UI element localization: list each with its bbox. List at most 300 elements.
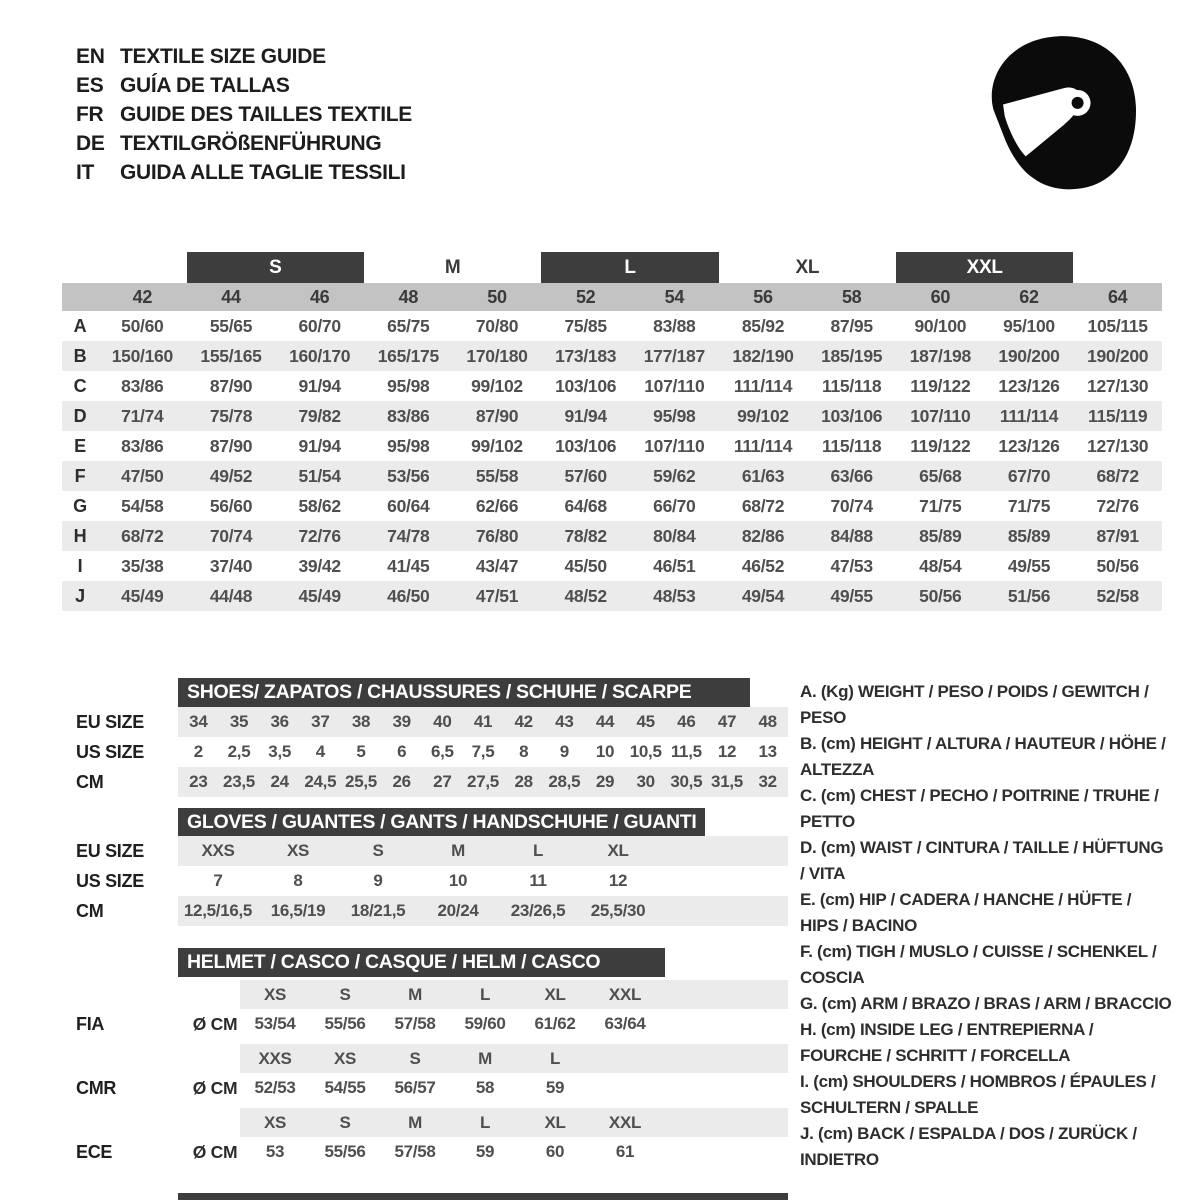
measure-cell: 51/56 xyxy=(1007,585,1051,606)
helmet-value-cell: 59/60 xyxy=(464,1014,506,1033)
language-label: TEXTILGRÖßENFÜHRUNG xyxy=(120,132,382,155)
shoes-us-cell: 10,5 xyxy=(629,742,662,761)
measure-cell: 155/165 xyxy=(200,345,262,366)
gloves-eu-cell: XL xyxy=(607,841,629,860)
gloves-eu-cell: XXS xyxy=(201,841,235,860)
measure-row-d xyxy=(62,401,1162,431)
measure-cell: 115/118 xyxy=(822,435,882,456)
measure-cell: 72/76 xyxy=(1096,495,1139,516)
shoes-cm-cell: 30 xyxy=(636,772,655,791)
shoes-cm-cell: 25,5 xyxy=(345,772,377,791)
measure-cell: 50/56 xyxy=(1096,555,1139,576)
measure-cell: 56/60 xyxy=(209,495,253,516)
helmet-fia-size-row xyxy=(240,980,788,1009)
size-cell: 52 xyxy=(575,286,596,307)
helmet-size-cell: L xyxy=(479,984,491,1004)
shoes-eu-cell: 48 xyxy=(758,712,777,731)
measure-cell: 83/88 xyxy=(653,315,696,336)
helmet-value-cell: 57/58 xyxy=(394,1014,436,1033)
helmet-value-cell: 61 xyxy=(615,1142,635,1161)
helmet-size-cell: M xyxy=(408,1112,422,1132)
shoes-eu-cell: 40 xyxy=(433,712,452,731)
textile-size-table xyxy=(62,252,1162,611)
measure-cell: 49/55 xyxy=(830,585,873,606)
measure-cell: 99/102 xyxy=(471,435,523,456)
measure-cell: 75/78 xyxy=(209,405,253,426)
language-label: GUIDA ALLE TAGLIE TESSILI xyxy=(120,161,406,184)
legend-line: C. (cm) CHEST / PECHO / POITRINE / TRUHE / PETTO xyxy=(800,786,1159,831)
helmet-value-cell: 60 xyxy=(545,1142,565,1161)
shoes-us-cell: 9 xyxy=(559,742,569,761)
measure-cell: 37/40 xyxy=(209,555,253,576)
measure-cell: 62/66 xyxy=(475,495,519,516)
language-label: GUÍA DE TALLAS xyxy=(120,74,290,97)
language-code: DE xyxy=(76,132,105,155)
helmet-value-cell: 59 xyxy=(545,1078,565,1097)
size-cell: 56 xyxy=(753,286,773,307)
shoes-eu-cell: 35 xyxy=(229,712,249,731)
row-letter: J xyxy=(75,585,85,606)
measure-cell: 68/72 xyxy=(1096,465,1139,486)
shoes-cm-cell: 28 xyxy=(514,772,533,791)
size-cell: 54 xyxy=(664,286,685,307)
shoes-section-bar xyxy=(178,678,750,707)
helmet-size-cell: S xyxy=(339,984,351,1004)
measure-cell: 107/110 xyxy=(644,435,705,456)
measure-cell: 91/94 xyxy=(298,375,341,396)
measure-cell: 51/54 xyxy=(298,465,341,486)
measure-cell: 90/100 xyxy=(914,315,967,336)
shoes-cm-cell: 27 xyxy=(433,772,452,791)
gloves-cm-cell: 16,5/19 xyxy=(270,901,326,920)
legend-line: A. (Kg) WEIGHT / PESO / POIDS / GEWITCH / PESO xyxy=(800,682,1149,727)
shoes-cm-cell: 23 xyxy=(189,772,208,791)
measure-cell: 190/200 xyxy=(998,345,1060,366)
measure-row-e xyxy=(62,431,1162,461)
shoes-eu-cell: 36 xyxy=(270,712,289,731)
measure-cell: 63/66 xyxy=(830,465,873,486)
measure-cell: 70/74 xyxy=(209,525,253,546)
shoes-eu-cell: 39 xyxy=(392,712,411,731)
measure-cell: 45/49 xyxy=(298,585,341,606)
language-title-list xyxy=(76,42,412,187)
gloves-eu-row xyxy=(178,836,788,866)
shoes-cm-cell: 23,5 xyxy=(223,772,255,791)
gloves-eu-cell: M xyxy=(451,841,465,860)
helmet-ece-value-row xyxy=(240,1137,788,1167)
measure-cell: 48/52 xyxy=(564,585,607,606)
measure-row-f xyxy=(62,461,1162,491)
measure-cell: 45/49 xyxy=(121,585,164,606)
measure-cell: 47/50 xyxy=(121,465,164,486)
measure-cell: 78/82 xyxy=(564,525,607,546)
standard-label-fia: FIA xyxy=(76,1014,105,1034)
measure-row-a xyxy=(62,311,1162,341)
legend-line: E. (cm) HIP / CADERA / HANCHE / HÜFTE / HIPS / BACINO xyxy=(800,890,1132,935)
measure-cell: 70/80 xyxy=(475,315,519,336)
fia-diameter-unit: Ø CM xyxy=(192,1014,238,1034)
measure-cell: 68/72 xyxy=(741,495,785,516)
helmet-value-cell: 53/54 xyxy=(254,1014,296,1033)
measure-cell: 71/75 xyxy=(919,495,962,516)
measure-cell: 85/92 xyxy=(741,315,785,336)
shoes-us-cell: 6 xyxy=(397,742,407,761)
helmet-size-cell: XS xyxy=(333,1048,357,1068)
cutoff-section-bar xyxy=(178,1193,788,1200)
shoes-label-eu-size: EU SIZE xyxy=(76,712,144,732)
measure-cell: 49/52 xyxy=(209,465,253,486)
size-band-m: M xyxy=(444,256,461,278)
helmet-value-cell: 63/64 xyxy=(604,1014,646,1033)
measure-cell: 99/102 xyxy=(471,375,523,396)
shoes-cm-cell: 24,5 xyxy=(304,772,337,791)
measure-cell: 99/102 xyxy=(737,405,789,426)
helmet-value-cell: 56/57 xyxy=(394,1078,436,1097)
legend-line: J. (cm) BACK / ESPALDA / DOS / ZURÜCK / INDIETRO xyxy=(800,1124,1137,1169)
measure-cell: 177/187 xyxy=(643,345,705,366)
measure-cell: 60/70 xyxy=(298,315,341,336)
row-letter: H xyxy=(73,525,87,546)
shoes-eu-cell: 43 xyxy=(555,712,574,731)
size-cell: 42 xyxy=(132,286,153,307)
measure-cell: 87/90 xyxy=(475,405,519,426)
size-band-xxl: XXL xyxy=(896,252,1073,283)
shoes-label-cm: CM xyxy=(76,772,104,792)
shoes-us-cell: 8 xyxy=(519,742,529,761)
gloves-cm-cell: 25,5/30 xyxy=(590,901,646,920)
gloves-eu-cell: XS xyxy=(286,841,310,860)
size-cell: 64 xyxy=(1107,286,1128,307)
row-letter: D xyxy=(73,405,87,426)
measure-cell: 87/95 xyxy=(830,315,873,336)
measure-cell: 46/50 xyxy=(387,585,430,606)
gloves-us-cell: 10 xyxy=(448,871,468,890)
helmet-size-cell: M xyxy=(478,1048,492,1068)
shoes-eu-cell: 46 xyxy=(677,712,696,731)
language-row xyxy=(76,158,412,187)
shoes-cm-cell: 24 xyxy=(270,772,289,791)
measure-cell: 95/98 xyxy=(387,375,430,396)
helmet-ece-size-row xyxy=(240,1108,788,1137)
size-cell: 44 xyxy=(221,286,241,307)
shoes-label-us-size: US SIZE xyxy=(76,742,144,762)
row-letter: A xyxy=(73,315,87,336)
measure-cell: 150/160 xyxy=(111,345,173,366)
helmet-value-cell: 59 xyxy=(475,1142,495,1161)
shoes-eu-cell: 45 xyxy=(636,712,655,731)
measure-cell: 54/58 xyxy=(121,495,164,516)
measure-cell: 95/100 xyxy=(1003,315,1055,336)
measure-cell: 82/86 xyxy=(741,525,785,546)
language-row xyxy=(76,100,412,129)
measure-cell: 61/63 xyxy=(741,465,785,486)
cmr-diameter-unit: Ø CM xyxy=(192,1078,238,1098)
measure-cell: 111/114 xyxy=(733,435,793,456)
measure-cell: 83/86 xyxy=(121,375,164,396)
shoes-us-cell: 4 xyxy=(315,742,325,761)
measure-cell: 65/75 xyxy=(387,315,430,336)
shoes-us-cell: 13 xyxy=(758,742,777,761)
gloves-us-cell: 11 xyxy=(529,871,547,890)
measure-row-c xyxy=(62,371,1162,401)
measure-cell: 173/183 xyxy=(555,345,617,366)
size-band-l: L xyxy=(541,252,718,283)
language-label: GUIDE DES TAILLES TEXTILE xyxy=(120,103,412,126)
size-cell: 58 xyxy=(841,286,862,307)
measure-cell: 52/58 xyxy=(1096,585,1139,606)
gloves-cm-cell: 18/21,5 xyxy=(350,901,406,920)
row-letter: E xyxy=(74,435,86,456)
measure-cell: 43/47 xyxy=(475,555,519,576)
measure-cell: 46/51 xyxy=(653,555,696,576)
shoes-us-cell: 2 xyxy=(193,742,203,761)
shoes-cm-cell: 29 xyxy=(595,772,615,791)
shoes-eu-cell: 37 xyxy=(311,712,330,731)
size-band-s: S xyxy=(187,252,364,283)
measure-cell: 45/50 xyxy=(564,555,607,576)
shoes-us-cell: 2,5 xyxy=(227,742,251,761)
shoes-eu-cell: 42 xyxy=(514,712,533,731)
measure-cell: 187/198 xyxy=(909,345,971,366)
size-band-header xyxy=(62,252,1162,283)
measure-cell: 95/98 xyxy=(653,405,696,426)
gloves-eu-cell: S xyxy=(372,841,384,860)
language-code: EN xyxy=(76,45,105,68)
shoes-us-cell: 10 xyxy=(595,742,615,761)
shoes-us-cell: 6,5 xyxy=(430,742,454,761)
measure-cell: 39/42 xyxy=(298,555,341,576)
language-row xyxy=(76,129,412,158)
measure-cell: 111/114 xyxy=(733,375,793,396)
measure-cell: 91/94 xyxy=(298,435,341,456)
measure-cell: 83/86 xyxy=(387,405,430,426)
measure-cell: 72/76 xyxy=(298,525,341,546)
gloves-label-cm: CM xyxy=(76,901,104,921)
size-cell: 62 xyxy=(1019,286,1039,307)
measure-cell: 103/106 xyxy=(821,405,883,426)
measure-cell: 53/56 xyxy=(387,465,430,486)
racing-helmet-icon xyxy=(982,26,1144,196)
helmet-value-cell: 53 xyxy=(265,1142,285,1161)
measure-cell: 123/126 xyxy=(998,375,1060,396)
measure-cell: 123/126 xyxy=(998,435,1060,456)
shoes-cm-row xyxy=(178,767,788,797)
measure-row-g xyxy=(62,491,1162,521)
legend-line: G. (cm) ARM / BRAZO / BRAS / ARM / BRACCIO xyxy=(800,994,1172,1013)
row-letter: I xyxy=(77,555,83,576)
measure-cell: 35/38 xyxy=(121,555,164,576)
measure-cell: 66/70 xyxy=(653,495,696,516)
helmet-size-cell: XXS xyxy=(258,1048,292,1068)
measure-cell: 111/114 xyxy=(999,405,1059,426)
helmet-size-cell: XS xyxy=(263,984,287,1004)
gloves-cm-cell: 23/26,5 xyxy=(510,901,566,920)
measure-cell: 182/190 xyxy=(732,345,794,366)
helmet-size-cell: XL xyxy=(544,1112,566,1132)
shoes-eu-cell: 41 xyxy=(473,712,493,731)
measurement-legend xyxy=(800,679,1172,1173)
measure-cell: 160/170 xyxy=(289,345,351,366)
shoes-us-row xyxy=(178,737,788,767)
ece-diameter-unit: Ø CM xyxy=(192,1142,238,1162)
helmet-size-cell: XXL xyxy=(608,1112,642,1132)
shoes-cm-cell: 31,5 xyxy=(711,772,743,791)
gloves-us-cell: 12 xyxy=(608,871,628,890)
measure-cell: 57/60 xyxy=(564,465,607,486)
shoes-cm-cell: 30,5 xyxy=(670,772,703,791)
measure-cell: 83/86 xyxy=(121,435,164,456)
measure-cell: 115/119 xyxy=(1088,405,1148,426)
gloves-cm-cell: 12,5/16,5 xyxy=(183,901,253,920)
legend-line: D. (cm) WAIST / CINTURA / TAILLE / HÜFTUNG / VITA xyxy=(800,838,1164,883)
shoes-cm-cell: 27,5 xyxy=(467,772,499,791)
gloves-section-bar xyxy=(178,808,705,837)
gloves-title: GLOVES / GUANTES / GANTS / HANDSCHUHE / GUANTI xyxy=(187,811,697,833)
measure-cell: 44/48 xyxy=(209,585,253,606)
standard-label-ece: ECE xyxy=(76,1142,113,1162)
measure-row-b xyxy=(62,341,1162,371)
language-row xyxy=(76,71,412,100)
gloves-us-cell: 8 xyxy=(293,871,303,890)
measure-cell: 107/110 xyxy=(644,375,705,396)
gloves-us-cell: 9 xyxy=(373,871,383,890)
measure-cell: 95/98 xyxy=(387,435,430,456)
measure-cell: 68/72 xyxy=(121,525,164,546)
shoes-cm-cell: 32 xyxy=(758,772,777,791)
helmet-value-cell: 58 xyxy=(475,1078,495,1097)
helmet-value-cell: 54/55 xyxy=(324,1078,366,1097)
measure-cell: 49/55 xyxy=(1007,555,1051,576)
gloves-cm-cell: 20/24 xyxy=(437,901,479,920)
helmet-cmr-size-row xyxy=(240,1044,788,1073)
helmet-fia-value-row xyxy=(240,1009,788,1039)
measure-cell: 87/91 xyxy=(1096,525,1139,546)
measure-cell: 41/45 xyxy=(387,555,430,576)
shoes-eu-cell: 44 xyxy=(595,712,615,731)
measure-cell: 65/68 xyxy=(919,465,962,486)
measure-cell: 55/58 xyxy=(475,465,519,486)
size-cell: 46 xyxy=(309,286,330,307)
measure-cell: 76/80 xyxy=(475,525,519,546)
helmet-size-cell: M xyxy=(408,984,422,1004)
language-row xyxy=(76,42,412,71)
gloves-eu-cell: L xyxy=(532,841,544,860)
legend-line: B. (cm) HEIGHT / ALTURA / HAUTEUR / HÖHE / ALTEZZA xyxy=(800,734,1166,779)
measure-cell: 165/175 xyxy=(377,345,439,366)
measure-cell: 74/78 xyxy=(387,525,430,546)
measure-cell: 103/106 xyxy=(555,375,617,396)
legend-line: H. (cm) INSIDE LEG / ENTREPIERNA / FOURCHE / SCHRITT / FORCELLA xyxy=(800,1020,1094,1065)
measure-cell: 71/75 xyxy=(1007,495,1051,516)
shoes-title: SHOES/ ZAPATOS / CHAUSSURES / SCHUHE / SCARPE xyxy=(187,681,692,703)
shoes-cm-cell: 26 xyxy=(392,772,411,791)
shoes-eu-cell: 34 xyxy=(189,712,208,731)
measure-cell: 58/62 xyxy=(298,495,341,516)
size-cell: 48 xyxy=(398,286,419,307)
language-code: FR xyxy=(76,103,104,126)
standard-label-cmr: CMR xyxy=(76,1078,117,1098)
size-band-xl: XL xyxy=(795,256,820,278)
helmet-size-cell: L xyxy=(549,1048,561,1068)
helmet-size-cell: XS xyxy=(263,1112,287,1132)
measure-cell: 85/89 xyxy=(919,525,962,546)
measure-cell: 185/195 xyxy=(821,345,883,366)
measure-cell: 91/94 xyxy=(564,405,607,426)
measure-cell: 115/118 xyxy=(822,375,882,396)
measure-cell: 50/56 xyxy=(919,585,962,606)
shoes-eu-cell: 38 xyxy=(351,712,371,731)
helmet-cmr-value-row xyxy=(240,1073,788,1103)
language-code: IT xyxy=(76,161,95,184)
shoes-cm-cell: 28,5 xyxy=(548,772,581,791)
gloves-label-eu-size: EU SIZE xyxy=(76,841,144,861)
helmet-size-cell: XL xyxy=(544,984,566,1004)
shoes-us-cell: 3,5 xyxy=(268,742,292,761)
measure-cell: 107/110 xyxy=(910,405,971,426)
measure-cell: 67/70 xyxy=(1007,465,1051,486)
shoes-eu-row xyxy=(178,707,788,737)
helmet-size-cell: S xyxy=(339,1112,351,1132)
helmet-size-cell: S xyxy=(409,1048,421,1068)
measure-cell: 75/85 xyxy=(564,315,607,336)
measure-cell: 170/180 xyxy=(466,345,528,366)
helmet-value-cell: 55/56 xyxy=(324,1142,366,1161)
measure-cell: 59/62 xyxy=(653,465,696,486)
measure-cell: 80/84 xyxy=(653,525,696,546)
row-letter: G xyxy=(73,495,87,516)
helmet-value-cell: 61/62 xyxy=(534,1014,576,1033)
measure-cell: 84/88 xyxy=(830,525,873,546)
measure-cell: 85/89 xyxy=(1007,525,1051,546)
shoes-us-cell: 5 xyxy=(356,742,366,761)
measure-cell: 127/130 xyxy=(1087,435,1149,456)
measure-cell: 46/52 xyxy=(741,555,785,576)
measure-cell: 50/60 xyxy=(121,315,164,336)
measure-row-j xyxy=(62,581,1162,611)
measure-cell: 47/53 xyxy=(830,555,873,576)
measure-cell: 105/115 xyxy=(1087,315,1148,336)
measure-row-h xyxy=(62,521,1162,551)
shoes-us-cell: 11,5 xyxy=(670,742,702,761)
helmet-size-cell: XXL xyxy=(608,984,642,1004)
measure-cell: 190/200 xyxy=(1087,345,1149,366)
measure-cell: 119/122 xyxy=(910,375,971,396)
measure-cell: 70/74 xyxy=(830,495,873,516)
helmet-value-cell: 55/56 xyxy=(324,1014,366,1033)
numeric-size-strip xyxy=(62,283,1162,311)
measure-cell: 64/68 xyxy=(564,495,607,516)
measure-cell: 87/90 xyxy=(209,375,253,396)
row-letter: B xyxy=(73,345,87,366)
measure-cell: 87/90 xyxy=(209,435,253,456)
measure-cell: 48/54 xyxy=(919,555,962,576)
measure-cell: 47/51 xyxy=(475,585,519,606)
gloves-us-cell: 7 xyxy=(213,871,223,890)
measure-cell: 71/74 xyxy=(121,405,164,426)
measure-cell: 79/82 xyxy=(298,405,341,426)
measure-row-i xyxy=(62,551,1162,581)
gloves-label-us-size: US SIZE xyxy=(76,871,144,891)
gloves-us-row xyxy=(178,866,788,896)
gloves-cm-row xyxy=(178,896,788,926)
language-code: ES xyxy=(76,74,104,97)
helmet-size-cell: L xyxy=(479,1112,491,1132)
legend-line: F. (cm) TIGH / MUSLO / CUISSE / SCHENKEL / COSCIA xyxy=(800,942,1157,987)
helmet-title: HELMET / CASCO / CASQUE / HELM / CASCO xyxy=(187,951,601,973)
measure-cell: 60/64 xyxy=(387,495,430,516)
language-label: TEXTILE SIZE GUIDE xyxy=(120,45,326,68)
shoes-eu-cell: 47 xyxy=(717,712,737,731)
